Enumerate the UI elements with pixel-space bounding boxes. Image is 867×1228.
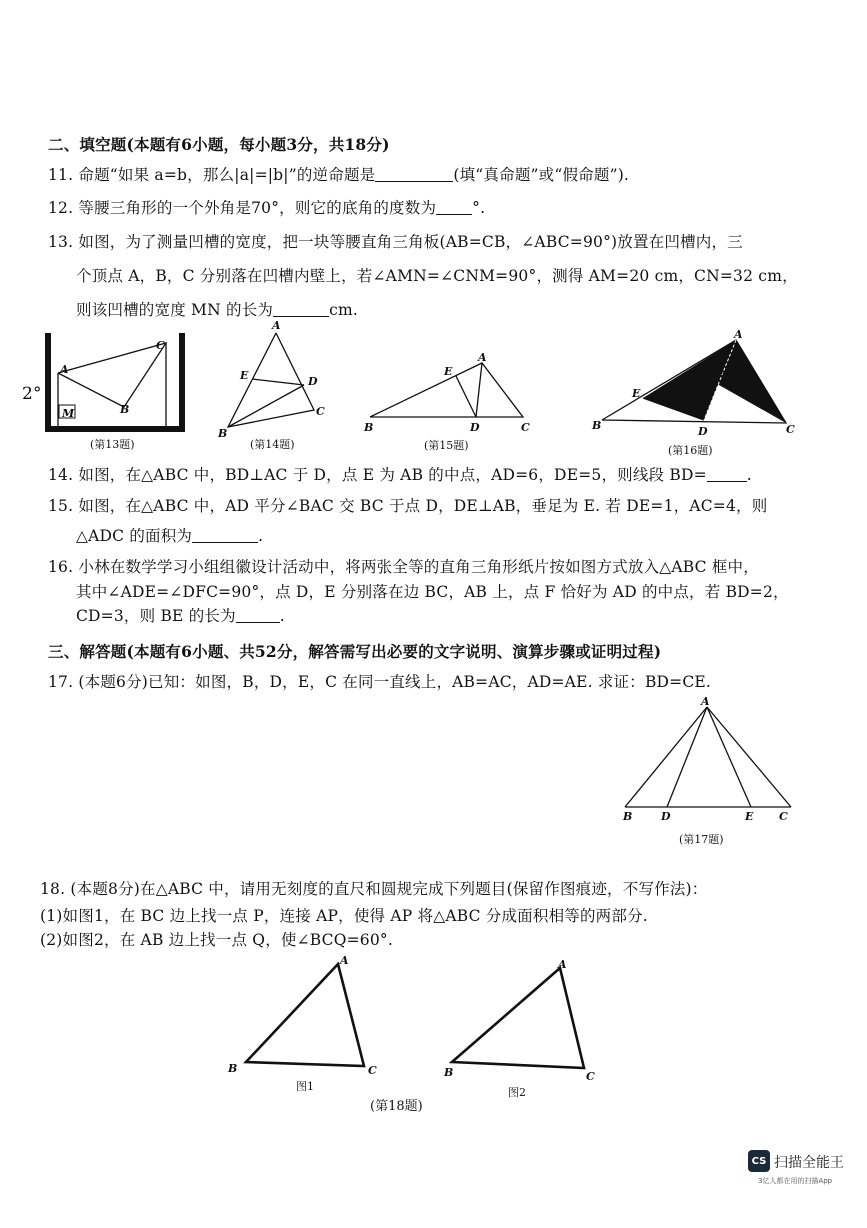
- question-16-tail: .: [279, 607, 285, 625]
- label-c: C: [786, 423, 795, 436]
- question-12: [48, 196, 485, 218]
- question-16-text: CD=3，则 BE 的长为: [76, 607, 236, 625]
- figure-18a-label-c: C: [368, 1064, 377, 1077]
- question-16-line3: [76, 604, 285, 626]
- watermark-slogan: 3亿人都在用的扫描App: [758, 1177, 833, 1185]
- question-12-tail: °.: [472, 199, 486, 217]
- question-13-tail: cm.: [329, 301, 358, 319]
- label-e: E: [745, 810, 754, 823]
- label-a: A: [734, 328, 743, 341]
- section-header-fill-blank: 二、填空题(本题有6小题，每小题3分，共18分): [48, 135, 390, 154]
- figure-18b-label-c: C: [586, 1070, 595, 1083]
- figure-16: [588, 325, 803, 460]
- figure-18a-caption: 图1: [296, 1080, 314, 1093]
- label-d: D: [470, 421, 480, 434]
- label-d: D: [698, 425, 708, 438]
- question-11: [48, 163, 629, 185]
- label-b: B: [218, 427, 228, 440]
- label-d: D: [661, 810, 671, 823]
- figure-18: [220, 950, 610, 1120]
- label-c: C: [521, 421, 530, 434]
- question-13-line2: 个顶点 A，B，C 分别落在凹槽内壁上，若∠AMN=∠CNM=90°，测得 AM=20 cm，CN=32 cm，: [76, 267, 798, 285]
- label-e: E: [240, 369, 249, 382]
- figure-18b-label-b: B: [444, 1066, 454, 1079]
- answer-blank-14[interactable]: [707, 467, 747, 482]
- figure-18a-label-b: B: [228, 1062, 238, 1075]
- question-12-text: 12. 等腰三角形的一个外角是70°，则它的底角的度数为: [48, 199, 437, 217]
- label-b: B: [623, 810, 633, 823]
- label-b: B: [120, 403, 130, 416]
- figure-13: [40, 325, 190, 455]
- question-18-line1: 18. (本题8分)在△ABC 中，请用无刻度的直尺和圆规完成下列题目(保留作图痕迹，不写作法)：: [40, 880, 708, 898]
- figure-18b-label-a: A: [558, 958, 567, 971]
- label-c: C: [156, 339, 165, 352]
- label-a: A: [701, 695, 710, 708]
- question-11-text: 11. 命题“如果 a=b，那么|a|=|b|”的逆命题是: [48, 166, 376, 184]
- figure-15-caption: (第15题): [424, 439, 469, 452]
- label-a: A: [60, 363, 69, 376]
- answer-blank-12[interactable]: [436, 200, 472, 215]
- question-15-tail: .: [258, 527, 264, 545]
- label-c: C: [316, 405, 325, 418]
- margin-note: 2°: [22, 384, 42, 404]
- question-13-line1: 13. 如图，为了测量凹槽的宽度，把一块等腰直角三角板(AB=CB，∠ABC=90°)放置在凹槽内，三: [48, 233, 743, 251]
- figure-16-caption: (第16题): [668, 444, 713, 457]
- figure-14: [210, 315, 340, 455]
- figure-17: [615, 695, 800, 855]
- figure-17-caption: (第17题): [679, 833, 724, 846]
- question-11-tail: (填“真命题”或“假命题”).: [453, 166, 630, 184]
- figure-18a-label-a: A: [340, 954, 349, 967]
- question-13-text: 则该凹槽的宽度 MN 的长为: [76, 301, 274, 319]
- question-14-tail: .: [746, 466, 752, 484]
- figure-14-caption: (第14题): [250, 438, 295, 451]
- question-15-line1: 15. 如图，在△ABC 中，AD 平分∠BAC 交 BC 于点 D，DE⊥AB，垂足为 E. 若 DE=1，AC=4，则: [48, 497, 768, 515]
- watermark-brand: 扫描全能王: [774, 1155, 844, 1171]
- label-b: B: [592, 419, 602, 432]
- question-16-line1: 16. 小林在数学学习小组组徽设计活动中，将两张全等的直角三角形纸片按如图方式放入△ABC 框中，: [48, 558, 759, 576]
- question-15-text: △ADC 的面积为: [76, 527, 193, 545]
- label-f: F: [716, 371, 724, 384]
- camscanner-icon: CS: [748, 1150, 770, 1172]
- label-b: B: [364, 421, 374, 434]
- figure-18b-caption: 图2: [508, 1086, 526, 1099]
- section-header-solve: 三、解答题(本题有6小题、共52分，解答需写出必要的文字说明、演算步骤或证明过程): [48, 642, 662, 661]
- label-a: A: [272, 319, 281, 332]
- figure-18-caption: (第18题): [370, 1099, 423, 1114]
- label-c: C: [779, 810, 788, 823]
- label-e: E: [444, 365, 453, 378]
- question-15-line2: [76, 524, 263, 546]
- label-d: D: [308, 375, 318, 388]
- question-18-line2: (1)如图1，在 BC 边上找一点 P，连接 AP，使得 AP 将△ABC 分成面积相等的两部分.: [40, 907, 648, 925]
- question-17: 17. (本题6分)已知：如图，B，D，E，C 在同一直线上，AB=AC，AD=AE. 求证：BD=CE.: [48, 673, 712, 691]
- question-16-line2: 其中∠ADE=∠DFC=90°，点 D，E 分别落在边 BC，AB 上，点 F 恰好为 AD 的中点，若 BD=2，: [76, 583, 789, 601]
- answer-blank-15[interactable]: [192, 528, 258, 543]
- figure-15: [358, 345, 543, 455]
- label-e: E: [632, 387, 641, 400]
- label-a: A: [478, 351, 487, 364]
- answer-blank-11[interactable]: [375, 167, 453, 182]
- question-14-text: 14. 如图，在△ABC 中，BD⊥AC 于 D，点 E 为 AB 的中点，AD=6，DE=5，则线段 BD=: [48, 466, 707, 484]
- figure-13-caption: (第13题): [90, 438, 135, 451]
- answer-blank-16[interactable]: [236, 608, 280, 623]
- question-18-line3: (2)如图2，在 AB 边上找一点 Q，使∠BCQ=60°.: [40, 931, 394, 949]
- label-m: M: [62, 407, 75, 420]
- question-14: [48, 463, 752, 485]
